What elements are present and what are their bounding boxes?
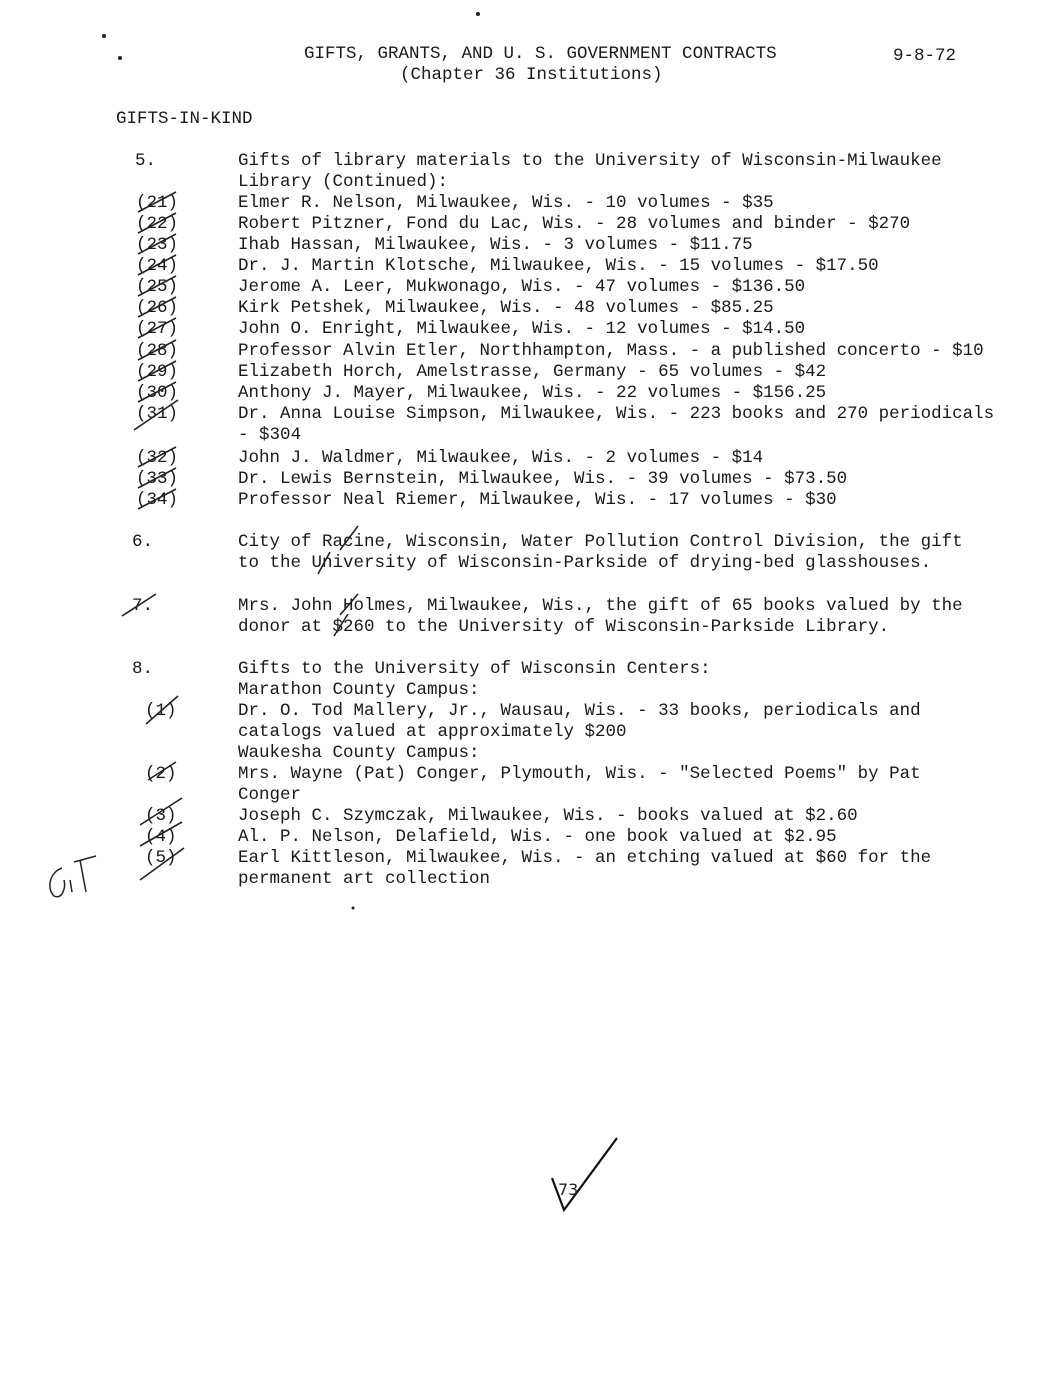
gift-number: (27) — [136, 319, 179, 339]
gift-entry: Anthony J. Mayer, Milwaukee, Wis. - 22 volumes - $156.25 — [238, 383, 827, 403]
campus-heading: Marathon County Campus: — [238, 680, 480, 700]
item-number: 7. — [132, 596, 154, 616]
document-subtitle: (Chapter 36 Institutions) — [400, 65, 663, 85]
gift-number: (34) — [136, 490, 179, 510]
gift-entry: Jerome A. Leer, Mukwonago, Wis. - 47 volumes - $136.50 — [238, 277, 806, 297]
gift-number: (4) — [145, 827, 177, 847]
gift-entry-continued: - $304 — [238, 425, 302, 445]
document-date: 9-8-72 — [893, 46, 957, 66]
item-text-line: Library (Continued): — [238, 172, 449, 192]
gift-entry: Earl Kittleson, Milwaukee, Wis. - an etching valued at $60 for the — [238, 848, 932, 868]
gift-entry: Ihab Hassan, Milwaukee, Wis. - 3 volumes - $11.75 — [238, 235, 753, 255]
gift-entry: Dr. Lewis Bernstein, Milwaukee, Wis. - 39 volumes - $73.50 — [238, 469, 848, 489]
gift-number: (3) — [145, 806, 177, 826]
stray-marks — [102, 12, 480, 910]
item-number: 5. — [135, 151, 157, 171]
gift-number: (32) — [136, 448, 179, 468]
gift-entry: Kirk Petshek, Milwaukee, Wis. - 48 volumes - $85.25 — [238, 298, 774, 318]
item-text-line: Gifts of library materials to the University of Wisconsin-Milwaukee — [238, 151, 942, 171]
gift-entry-continued: catalogs valued at approximately $200 — [238, 722, 627, 742]
gift-entry: Mrs. Wayne (Pat) Conger, Plymouth, Wis. - "Selected Poems" by Pat — [238, 764, 921, 784]
gift-entry: Elizabeth Horch, Amelstrasse, Germany - 65 volumes - $42 — [238, 362, 827, 382]
gift-number: (30) — [136, 383, 179, 403]
gift-number: (28) — [136, 341, 179, 361]
gift-number: (24) — [136, 256, 179, 276]
gift-number: (29) — [136, 362, 179, 382]
gift-entry: Elmer R. Nelson, Milwaukee, Wis. - 10 volumes - $35 — [238, 193, 774, 213]
gift-entry: Joseph C. Szymczak, Milwaukee, Wis. - books valued at $2.60 — [238, 806, 858, 826]
gift-entry: John O. Enright, Milwaukee, Wis. - 12 volumes - $14.50 — [238, 319, 806, 339]
gift-number: (1) — [145, 701, 177, 721]
item-number: 6. — [132, 532, 154, 552]
gift-entry-continued: Conger — [238, 785, 302, 805]
gift-entry: Dr. J. Martin Klotsche, Milwaukee, Wis. - 15 volumes - $17.50 — [238, 256, 879, 276]
gift-number: (23) — [136, 235, 179, 255]
item-text-line: City of Racine, Wisconsin, Water Pollution Control Division, the gift — [238, 532, 963, 552]
gift-entry-continued: permanent art collection — [238, 869, 491, 889]
item-text-line: donor at $260 to the University of Wisconsin-Parkside Library. — [238, 617, 890, 637]
gift-number: (5) — [145, 848, 177, 868]
gift-number: (31) — [136, 404, 179, 424]
gift-entry: Professor Alvin Etler, Northhampton, Mass. - a published concerto - $10 — [238, 341, 984, 361]
gift-number: (33) — [136, 469, 179, 489]
item-heading: Gifts to the University of Wisconsin Centers: — [238, 659, 711, 679]
gift-entry: Dr. O. Tod Mallery, Jr., Wausau, Wis. - 33 books, periodicals and — [238, 701, 921, 721]
gift-number: (25) — [136, 277, 179, 297]
gift-number: (2) — [145, 764, 177, 784]
gift-entry: John J. Waldmer, Milwaukee, Wis. - 2 volumes - $14 — [238, 448, 764, 468]
gift-entry: Robert Pitzner, Fond du Lac, Wis. - 28 volumes and binder - $270 — [238, 214, 911, 234]
gift-number: (22) — [136, 214, 179, 234]
checkmark-strikes — [122, 192, 358, 880]
page-marker: 73 — [558, 1180, 579, 1199]
gift-number: (21) — [136, 193, 179, 213]
document-title: GIFTS, GRANTS, AND U. S. GOVERNMENT CONTRACTS — [304, 44, 777, 64]
gift-entry: Dr. Anna Louise Simpson, Milwaukee, Wis. - 223 books and 270 periodicals — [238, 404, 995, 424]
campus-heading: Waukesha County Campus: — [238, 743, 480, 763]
gift-number: (26) — [136, 298, 179, 318]
item-number: 8. — [132, 659, 154, 679]
section-heading: GIFTS-IN-KIND — [116, 109, 253, 129]
gift-entry: Al. P. Nelson, Delafield, Wis. - one book valued at $2.95 — [238, 827, 837, 847]
item-text-line: Mrs. John Holmes, Milwaukee, Wis., the gift of 65 books valued by the — [238, 596, 963, 616]
gift-entry: Professor Neal Riemer, Milwaukee, Wis. - 17 volumes - $30 — [238, 490, 837, 510]
large-checkmark-icon — [552, 1138, 617, 1210]
item-text-line: to the University of Wisconsin-Parkside of drying-bed glasshouses. — [238, 553, 932, 573]
